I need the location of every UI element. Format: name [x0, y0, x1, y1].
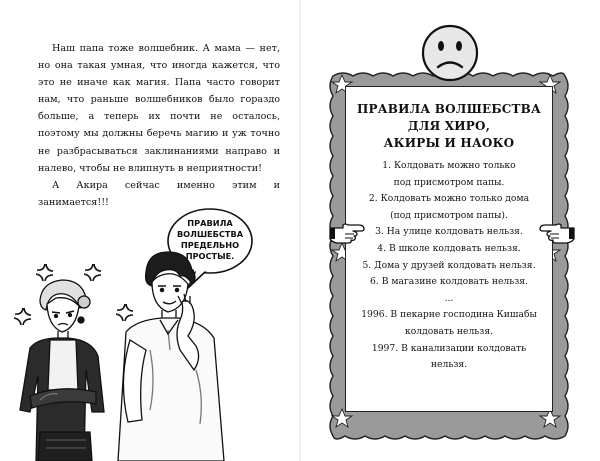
- rules-title: [345, 101, 553, 152]
- rule-ellipsis: [351, 291, 547, 308]
- rule-line: 5. Дома у друзей колдовать нельзя.: [362, 259, 536, 271]
- girl-character: [20, 280, 104, 461]
- rule-item-1996: [351, 307, 547, 340]
- rules-title-line-1: ПРАВИЛА ВОЛШЕБСТВА: [357, 102, 541, 116]
- rule-line: ...: [444, 292, 454, 304]
- sad-face-icon: [421, 24, 479, 82]
- rule-line: (под присмотром папы).: [390, 209, 508, 221]
- rule-item-3: [351, 224, 547, 241]
- rule-item-6: [351, 274, 547, 291]
- bubble-line-4: ПРОСТЫЕ.: [185, 251, 235, 261]
- rule-line: колдовать нельзя.: [404, 325, 494, 337]
- rule-line: 1. Колдовать можно только: [382, 160, 516, 171]
- rule-line: 6. В магазине колдовать нельзя.: [370, 276, 528, 288]
- rule-line: 3. На улице колдовать нельзя.: [375, 226, 523, 238]
- bubble-line-1: ПРАВИЛА: [187, 218, 233, 228]
- rule-line: 1996. В пекарне господина Кишабы: [361, 309, 537, 321]
- paragraph-2: А Акира сейчас именно этим и занимается!!!: [38, 179, 280, 208]
- paragraph-1: Наш папа тоже волшебник. А мама — нет, но она такая умная, что иногда кажется, что это не иначе как магия. Папа часто говорит нам, что раньше волшебников было гораздо больше, а теперь их почти не осталось, поэтому мы должны беречь магию и уж точно не разбрасываться заклинаниями направо и налево, чтобы не влипнуть в неприятности!: [38, 43, 280, 174]
- rule-line: 4. В школе колдовать нельзя.: [377, 242, 521, 254]
- rule-line: под присмотром папы.: [393, 176, 505, 188]
- rule-item-1997: [351, 341, 547, 374]
- rule-line: нельзя.: [430, 359, 468, 371]
- rules-title-line-2: ДЛЯ ХИРО,: [407, 119, 491, 133]
- bubble-line-2: ВОЛШЕБСТВА: [176, 229, 244, 239]
- rule-item-1: [351, 158, 547, 191]
- rule-line: 1997. В канализации колдовать: [371, 342, 527, 354]
- boy-character: [118, 252, 224, 461]
- rule-item-4: [351, 241, 547, 258]
- left-text-block: [38, 40, 280, 211]
- rules-title-line-3: АКИРЫ И НАОКО: [383, 136, 515, 150]
- rule-item-5: [351, 258, 547, 275]
- rules-list: [351, 158, 547, 374]
- bubble-line-3: ПРЕДЕЛЬНО: [180, 240, 240, 250]
- pointing-hand-left-icon: [537, 222, 575, 244]
- rule-line: 2. Колдовать можно только дома: [368, 193, 530, 205]
- pointing-hand-right-icon: [329, 222, 367, 244]
- right-page: [301, 0, 600, 461]
- comic-illustration: [0, 200, 300, 461]
- rule-item-2: [351, 191, 547, 224]
